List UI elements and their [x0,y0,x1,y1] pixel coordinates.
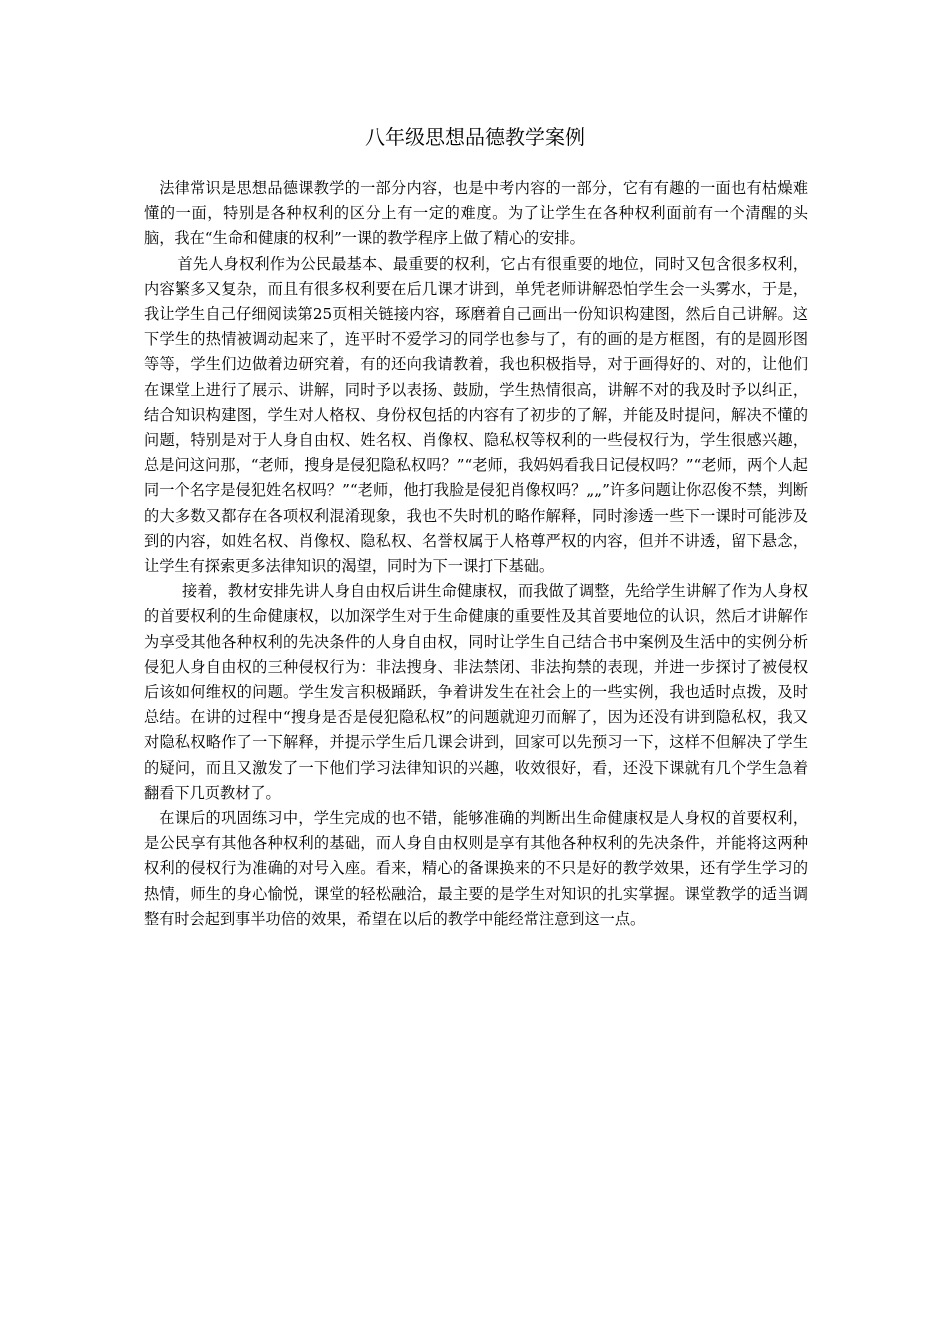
document-body [144,176,808,932]
paragraph-intro: 法律常识是思想品德课教学的一部分内容，也是中考内容的一部分，它有有趣的一面也有枯燥难懂的一面，特别是各种权利的区分上有一定的难度。为了让学生在各种权利面前有一个清醒的头脑，我在“生命和健康的权利”一课的教学程序上做了精心的安排。 [144,179,808,248]
paragraph-conclusion: 在课后的巩固练习中，学生完成的也不错，能够准确的判断出生命健康权是人身权的首要权利，是公民享有其他各种权利的基础，而人身自由权则是享有其他各种权利的先决条件，并能将这两种权利的侵权行为准确的对号入座。看来，精心的备课换来的不只是好的教学效果，还有学生学习的热情，师生的身心愉悦，课堂的轻松融洽，最主要的是学生对知识的扎实掌握。课堂教学的适当调整有时会起到事半功倍的效果，希望在以后的教学中能经常注意到这一点。 [144,809,808,928]
paragraph-first: 首先人身权利作为公民最基本、最重要的权利，它占有很重要的地位，同时又包含很多权利，内容繁多又复杂，而且有很多权利要在后几课才讲到，单凭老师讲解恐怕学生会一头雾水，于是，我让学生自己仔细阅读第25页相关链接内容，琢磨着自己画出一份知识构建图，然后自己讲解。这下学生的热情被调动起来了，连平时不爱学习的同学也参与了，有的画的是方框图，有的是圆形图等等，学生们边做着边研究着，有的还向我请教着，我也积极指导，对于画得好的、对的，让他们在课堂上进行了展示、讲解，同时予以表扬、鼓励，学生热情很高，讲解不对的我及时予以纠正，结合知识构建图，学生对人格权、身份权包括的内容有了初步的了解，并能及时提问，解决不懂的问题，特别是对于人身自由权、姓名权、肖像权、隐私权等权利的一些侵权行为，学生很感兴趣，总是问这问那，“老师，搜身是侵犯隐私权吗？”“老师，我妈妈看我日记侵权吗？”“老师，两个人起同一个名字是侵犯姓名权吗？”“老师，他打我脸是侵犯肖像权吗？„„”许多问题让你忍俊不禁，判断的大多数又都存在各项权利混淆现象，我也不失时机的略作解释，同时渗透一些下一课时可能涉及到的内容，如姓名权、肖像权、隐私权、名誉权属于人格尊严权的内容，但并不讲透，留下悬念，让学生有探索更多法律知识的渴望，同时为下一课打下基础。 [144,254,808,576]
document-title: 八年级思想品德教学案例 [365,125,585,149]
paragraph-next: 接着，教材安排先讲人身自由权后讲生命健康权，而我做了调整，先给学生讲解了作为人身权的首要权利的生命健康权，以加深学生对于生命健康的重要性及其首要地位的认识，然后才讲解作为享受其他各种权利的先决条件的人身自由权，同时让学生自己结合书中案例及生活中的实例分析侵犯人身自由权的三种侵权行为：非法搜身、非法禁闭、非法拘禁的表现，并进一步探讨了被侵权后该如何维权的问题。学生发言积极踊跃，争着讲发生在社会上的一些实例，我也适时点拨，及时总结。在讲的过程中“搜身是否是侵犯隐私权”的问题就迎刃而解了，因为还没有讲到隐私权，我又对隐私权略作了一下解释，并提示学生后几课会讲到，回家可以先预习一下，这样不但解决了学生的疑问，而且又激发了一下他们学习法律知识的兴趣，收效很好，看，还没下课就有几个学生急着翻看下几页教材了。 [144,582,808,802]
